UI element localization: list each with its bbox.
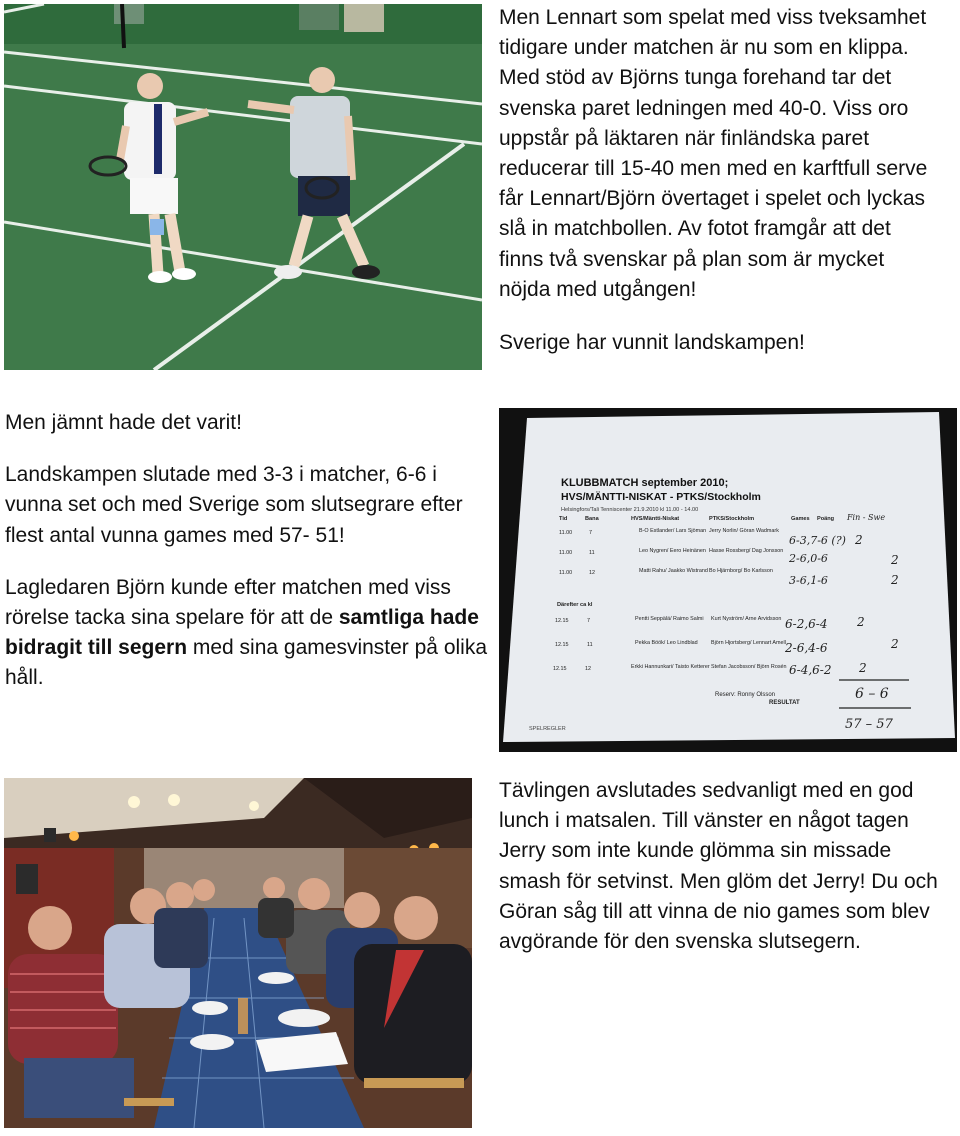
row-away: Hasse Rossberg/ Dag Jonsson [709,548,784,554]
section-label: Därefter ca kl [557,602,593,608]
row-points: 2 [855,533,863,547]
row-games: 2-6,0-6 [789,552,828,565]
row-away: Stefan Jacobsson/ Björn Rosén [711,664,787,670]
paragraph-clinch: Men Lennart som spelat med viss tveksamhet tidigare under matchen är nu som en klippa. Med stöd av Björns tunga forehand tar det svenska paret ledningen med 40-0. Viss oro uppstår på läktaren när finländska paret reducerar till 15-40 men med en karftfull serve får Lennart/Björn övertaget i spelet och lyckas slå in matchbollen. Av fotot framgår att det finns två svenskar på plan som är mycket nöjda med utgången! [499,6,928,301]
paragraph-lunch: Tävlingen avslutades sedvanligt med en god lunch i matsalen. Till vänster en något tagen Jerry som inte kunde glömma sin missade smash för setvinst. Men glöm det Jerry! Du och Göran såg till att vinna de nio games som blev avgörande för den svenska slutsegern. [499,779,938,954]
scoresheet-graphic [499,408,957,752]
row-away: Jerry Norlin/ Göran Wadmark [709,528,779,534]
tennis-court-photo [4,4,482,370]
header-away: PTKS/Stockholm [709,516,755,522]
row-away: Kurt Nyström/ Arne Arvidsson [711,616,782,622]
row-time: 11.00 [559,570,573,576]
sheet-result-sets: 6 – 6 [855,686,889,702]
header-points: Poäng [817,516,835,522]
scoresheet-photo [499,408,957,752]
sheet-subtitle: HVS/MÄNTTI-NISKAT - PTKS/Stockholm [561,491,761,503]
row-time: 12.15 [553,666,567,672]
thanks-text-bold: samtliga hade bidragit till segern [5,606,479,660]
row-away: Bo Hjärnborg/ Bo Karlsson [709,568,773,574]
row-court: 12 [585,666,591,672]
row-time: 12.15 [555,618,569,624]
sheet-result-label: RESULTAT [769,700,800,706]
row-court: 11 [587,642,593,648]
header-court: Bana [585,516,599,522]
row-games: 3-6,1-6 [789,574,828,587]
row-time: 12.15 [555,642,569,648]
row-home: Pekka Böök/ Leo Lindblad [635,640,698,646]
row-court: 12 [589,570,595,576]
thanks-text-start: Lagledaren Björn kunde efter matchen med viss rörelse tacka sina spelare för att de [5,575,451,630]
sheet-title: KLUBBMATCH september 2010; [561,477,729,489]
row-home: B-O Estlander/ Lars Sjöman [639,528,707,534]
row-games: 2-6,4-6 [785,641,828,655]
lunch-photo [4,778,472,1128]
row-points: 2 [891,637,899,651]
row-home: Pentti Seppälä/ Raimo Salmi [635,616,704,622]
row-away: Björn Hjortsberg/ Lennart Amell [711,640,786,646]
header-time: Tid [559,516,568,522]
row-time: 11.00 [559,530,573,536]
row-games: 6-4,6-2 [789,663,832,677]
row-court: 11 [589,550,595,556]
row-points: 2 [859,661,867,675]
row-games: 6-2,6-4 [785,617,828,631]
sheet-venue: Helsingfors/Tali Tenniscenter 21.9.2010 kl 11.00 - 14.00 [561,507,699,513]
paragraph-victory: Sverige har vunnit landskampen! [499,331,805,355]
header-home: HVS/Mäntti-Niskat [631,516,680,522]
row-court: 7 [587,618,590,624]
paragraph-result: Landskampen slutade med 3-3 i matcher, 6-6 i vunna set och med Sverige som slutsegrare efter flest antal vunna games med 57- 51! [5,463,463,547]
sheet-reserve: Reserv: Ronny Olsson [715,692,776,698]
row-points: 2 [857,615,865,629]
thanks-text-end: med sina gamesvinster på olika håll. [5,636,488,690]
row-games: 6-3,7-6 (?) [789,534,846,547]
header-games: Games [791,516,810,522]
paragraph-even: Men jämnt hade det varit! [5,411,242,434]
left-middle-text [5,408,487,694]
sheet-result-games: 57 – 57 [845,717,893,732]
paragraph-thanks [5,573,487,694]
right-top-text [499,3,939,358]
row-home: Leo Nygren/ Eero Heinänen [639,548,706,554]
row-home: Matti Rahu/ Jaakko Wistrand [639,568,708,574]
row-points: 2 [891,573,899,587]
header-fin-swe: Fin - Swe [847,513,886,522]
right-bottom-text [499,776,939,957]
row-court: 7 [589,530,592,536]
row-points: 2 [891,553,899,567]
sheet-footer: SPELREGLER [529,726,566,732]
row-time: 11.00 [559,550,573,556]
row-home: Erkki Hannunkari/ Taisto Ketterer [631,664,710,670]
